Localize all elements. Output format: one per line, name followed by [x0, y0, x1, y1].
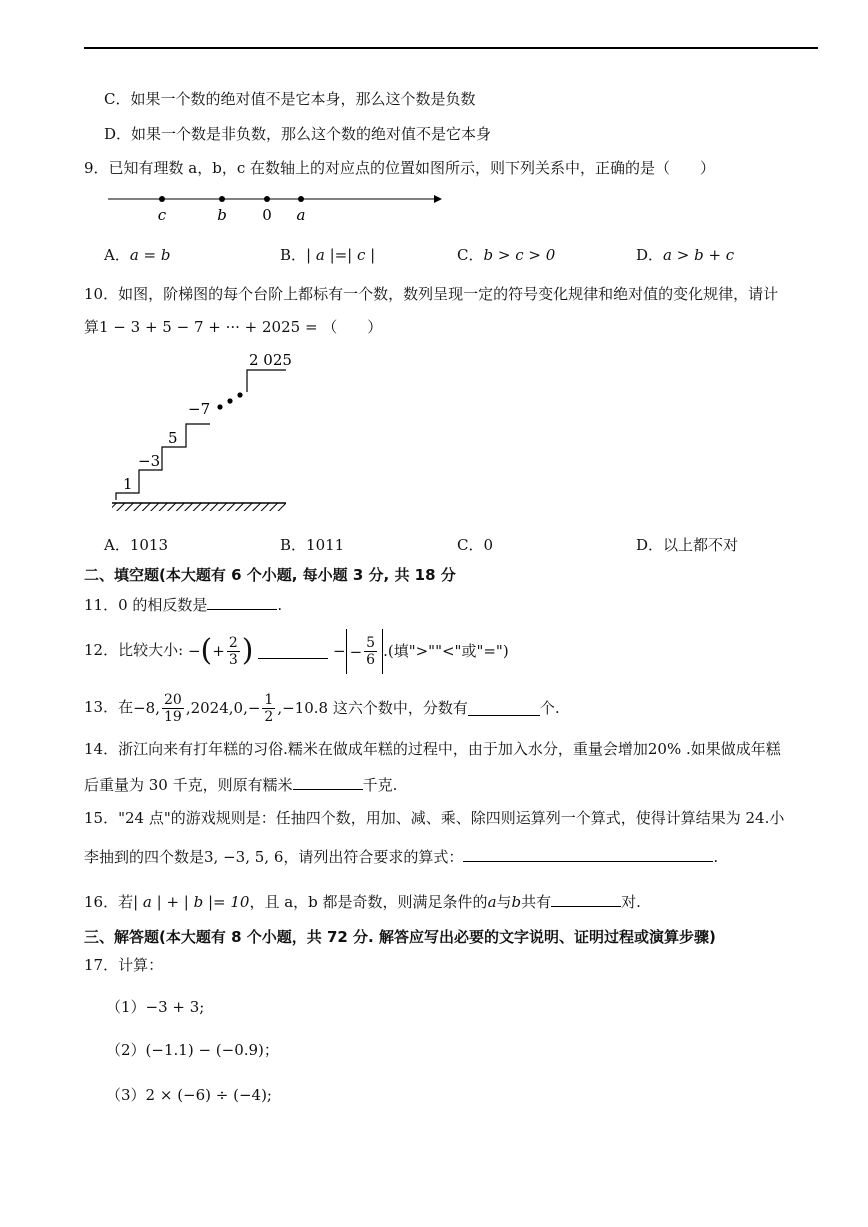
q14-line1: 14．浙江向来有打年糕的习俗.糯米在做成年糕的过程中，由于加入水分，重量会增加20% .如果做成年糕 [84, 740, 781, 758]
section-3-heading: 三、解答题(本大题有 8 个小题，共 72 分. 解答应写出必要的文字说明、证明过程或演算步骤) [84, 928, 716, 946]
q13-answer-blank[interactable] [468, 700, 540, 716]
q14-line2-b: 千克. [362, 776, 398, 794]
q16-tail: 对. [621, 893, 641, 911]
q17-part2-expr: (−1.1) − (−0.9) [145, 1041, 264, 1059]
q16 [84, 891, 641, 912]
q12-fraction-1 [227, 635, 240, 668]
q17-stem: 17．计算： [84, 956, 164, 974]
q11 [84, 594, 282, 615]
q15-line2-b: ，请列出符合要求的算式： [283, 848, 464, 866]
q13-tail: 个. [539, 699, 560, 717]
q13-frac-den: 19 [163, 708, 182, 725]
number-line-figure [104, 188, 444, 228]
q17-part3-expr: 2 × (−6) ÷ (−4); [145, 1086, 272, 1104]
point-0 [264, 196, 270, 202]
label-b: b [217, 206, 227, 224]
q17-part2-label: （2） [106, 1041, 146, 1059]
label-0: 0 [262, 206, 272, 224]
q10-stem-line2: 算1 − 3 + 5 − 7 + ··· + 2025 = （ ） [84, 318, 383, 336]
ground-hatch [112, 503, 286, 511]
q9-option-b [280, 244, 375, 265]
q13-frac-num: 20 [163, 691, 182, 708]
q10-stem-line1: 10．如图，阶梯图的每个台阶上都标有一个数，数列呈现一定的符号变化规律和绝对值的变化规律，请计 [84, 285, 779, 303]
q9-option-c [457, 244, 555, 265]
q10-option-d: D．以上都不对 [636, 536, 739, 554]
q9-option-b-expr: | a |=| c | [306, 246, 376, 264]
q17-part3-label: （3） [106, 1086, 146, 1104]
q16-f: 共有 [521, 893, 552, 911]
q13-nums-a: −8, [133, 699, 160, 717]
q16-c: a [487, 893, 497, 911]
label-c: c [157, 206, 167, 224]
q13-frac2-den: 2 [264, 708, 274, 725]
point-a [298, 196, 304, 202]
q12-frac1-num: 2 [228, 634, 238, 651]
step-label-1: 1 [123, 475, 133, 493]
q16-e: b [511, 893, 522, 911]
q17-part1-expr: −3 + 3; [145, 998, 205, 1016]
q12-frac2-den: 6 [366, 652, 376, 668]
q9-option-a [104, 244, 171, 265]
q12-fraction-2 [364, 635, 377, 668]
q12-absolute-value: − $\frac{5}{6}$ [346, 629, 384, 674]
header-rule [84, 47, 818, 49]
q15-line1: 15．"24 点"的游戏规则是：任抽四个数，用加、减、乘、除四则运算列一个算式，使得计算结果为 24.小 [84, 809, 785, 827]
q17-part2 [106, 1040, 279, 1060]
q12-frac2-num: 5 [366, 635, 376, 651]
q11-text: 11．0 的相反数是 [84, 596, 208, 614]
q9-option-d-label: D． [636, 246, 664, 264]
q17-part3 [106, 1085, 272, 1105]
q10-option-b: B．1011 [280, 536, 345, 554]
step-label-3: 5 [168, 429, 178, 447]
step-label-4: −7 [188, 400, 211, 418]
q9-option-b-label: B． [280, 246, 307, 264]
ellipsis-dot-2 [227, 398, 232, 403]
q9-option-d-expr: a > b + c [663, 246, 735, 264]
staircase-figure [104, 345, 294, 520]
q13-nums-c: ,−10.8 [277, 699, 329, 717]
q10-option-a: A．1013 [104, 536, 169, 554]
q12-frac1-den: 3 [228, 651, 238, 668]
q12: 12．比较大小: −(+ $\frac{2}{3}$ ) − − $\frac{5}{6}$ .(填">""<"或"=") [84, 628, 509, 674]
q13-label: 13．在 [84, 698, 134, 716]
q12-answer-blank[interactable] [258, 643, 328, 659]
q15-line2-tail: . [713, 848, 719, 866]
q14-line2-a: 后重量为 30 千克，则原有糯米 [84, 776, 293, 794]
q17-part1 [106, 997, 204, 1017]
step-label-2: −3 [138, 452, 161, 470]
q12-tail: .(填">""<"或"=") [383, 642, 509, 660]
q13 [84, 685, 560, 730]
q12-label: 12．比较大小: [84, 641, 184, 659]
ellipsis-dot-3 [237, 392, 242, 397]
q13-fraction-2 [262, 692, 275, 725]
q8-option-c: C．如果一个数的绝对值不是它本身，那么这个数是负数 [104, 90, 476, 108]
q16-b: ，且 a，b 都是奇数，则满足条件的 [249, 893, 488, 911]
q16-d: 与 [496, 893, 512, 911]
step-label-last: 2 025 [249, 351, 292, 369]
q13-text: 这六个数中，分数有 [332, 699, 468, 717]
q9-option-a-expr: a = b [129, 246, 171, 264]
q15-line2-a: 李抽到的四个数是 [84, 848, 205, 866]
q16-answer-blank[interactable] [551, 891, 621, 907]
q16-a: 16．若 [84, 893, 134, 911]
q17-part2-tail: ； [263, 1041, 279, 1059]
section-2-heading: 二、填空题(本大题有 6 个小题, 每小题 3 分, 共 18 分 [84, 566, 456, 584]
q14-answer-blank[interactable] [293, 774, 363, 790]
q14-line2 [84, 774, 397, 795]
q11-tail: . [277, 596, 283, 614]
q15-line2 [84, 846, 718, 867]
q9-stem: 9．已知有理数 a，b，c 在数轴上的对应点的位置如图所示，则下列关系中，正确的是（ ） [84, 159, 716, 177]
q15-answer-blank[interactable] [463, 846, 713, 862]
q9-option-c-label: C． [457, 246, 484, 264]
number-line-arrow [434, 195, 442, 203]
q16-expr: | a | + | b |= 10 [133, 893, 250, 911]
label-a: a [296, 206, 306, 224]
q15-line2-nums: 3, −3, 5, 6 [204, 848, 284, 866]
q13-nums-b: ,2024,0,− [185, 699, 261, 717]
q8-option-d: D．如果一个数是非负数，那么这个数的绝对值不是它本身 [104, 125, 492, 143]
q11-answer-blank[interactable] [207, 594, 277, 610]
top-step-outline [247, 370, 286, 392]
q13-frac2-num: 1 [264, 691, 274, 708]
q13-fraction-1 [162, 692, 184, 725]
q17-part1-label: （1） [106, 998, 146, 1016]
ellipsis-dot-1 [217, 404, 222, 409]
point-c [159, 196, 165, 202]
q9-option-d [636, 244, 734, 265]
q9-option-a-label: A． [104, 246, 130, 264]
point-b [219, 196, 225, 202]
q10-option-c: C．0 [457, 536, 494, 554]
q9-option-c-expr: b > c > 0 [483, 246, 556, 264]
